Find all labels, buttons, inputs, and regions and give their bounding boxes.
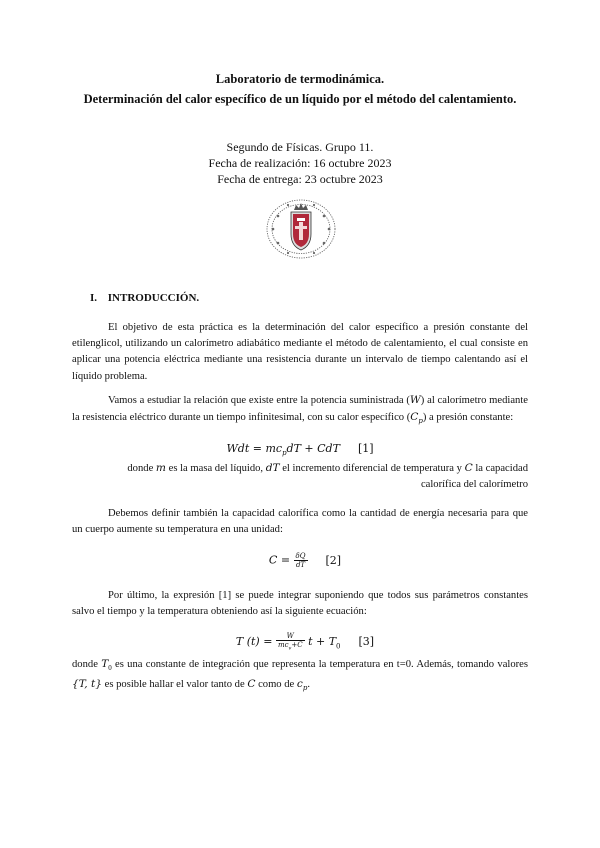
equation-1-number: [1] <box>357 442 374 455</box>
equation-2-number: [2] <box>325 553 342 567</box>
university-seal-icon <box>263 196 339 260</box>
paragraph-capacity-text: Debemos definir también la capacidad calorífica como la cantidad de energía necesaria para que un cuerpo aumente su temperatura en una unidad: <box>72 508 528 536</box>
section-number: I. <box>90 292 98 304</box>
paragraph-objective <box>72 320 528 385</box>
date-done: Fecha de realización: 16 octubre 2023 <box>208 156 392 170</box>
equation-1: Wdt = $mc_pdT$ + CdT [1] <box>226 442 374 458</box>
equation-3: T (t) = $\frac{W}{mc_v+C}$ $t + T_0$ [3] <box>235 632 375 652</box>
equation-1-note: donde m es la masa del líquido, dT el incremento diferencial de temperatura y C la capacidad calorífica del calorímetro <box>127 462 528 490</box>
date-due: Fecha de entrega: 23 octubre 2023 <box>217 172 383 186</box>
equation-2: C = $\frac{\delta Q}{dT}$ [2] <box>268 552 342 569</box>
section-heading <box>90 292 199 304</box>
paragraph-capacity <box>72 506 528 538</box>
paragraph-objective-text: El objetivo de esta práctica es la determinación del calor específico a presión constante del etilenglicol, utilizando un calorímetro adiabático mediante el método de calentamiento, el cual consiste en aplicar una potencia eléctrica mediante una resistencia durante un intervalo de tiempo calentando así el líquido problema. <box>72 322 528 382</box>
title-line-2: Determinación del calor específico de un líquido por el método del calentamiento. <box>83 92 517 106</box>
paragraph-integration <box>72 588 528 620</box>
paragraph-integration-text: Por último, la expresión [1] se puede integrar suponiendo que todos sus parámetros constantes salvo el tiempo y la temperatura obteniendo así la siguiente ecuación: <box>72 590 528 618</box>
equation-3-number: [3] <box>358 635 375 649</box>
paragraph-constant: donde $T_0$ es una constante de integración que representa la temperatura en t=0. Además, tomando valores {T, t} es posible hallar el valor tanto de C como de $c_p$. <box>72 658 528 693</box>
paragraph-relation: Vamos a estudiar la relación que existe entre la potencia suministrada (W) al calorímetro mediante la resistencia eléctrico durante un tiempo infinitesimal, con su calor específico $(C_p)$ a presión constante: <box>72 394 528 426</box>
title-line-1: Laboratorio de termodinámica. <box>215 72 385 86</box>
course-group: Segundo de Físicas. Grupo 11. <box>226 140 374 154</box>
section-title: INTRODUCCIÓN. <box>107 292 200 304</box>
